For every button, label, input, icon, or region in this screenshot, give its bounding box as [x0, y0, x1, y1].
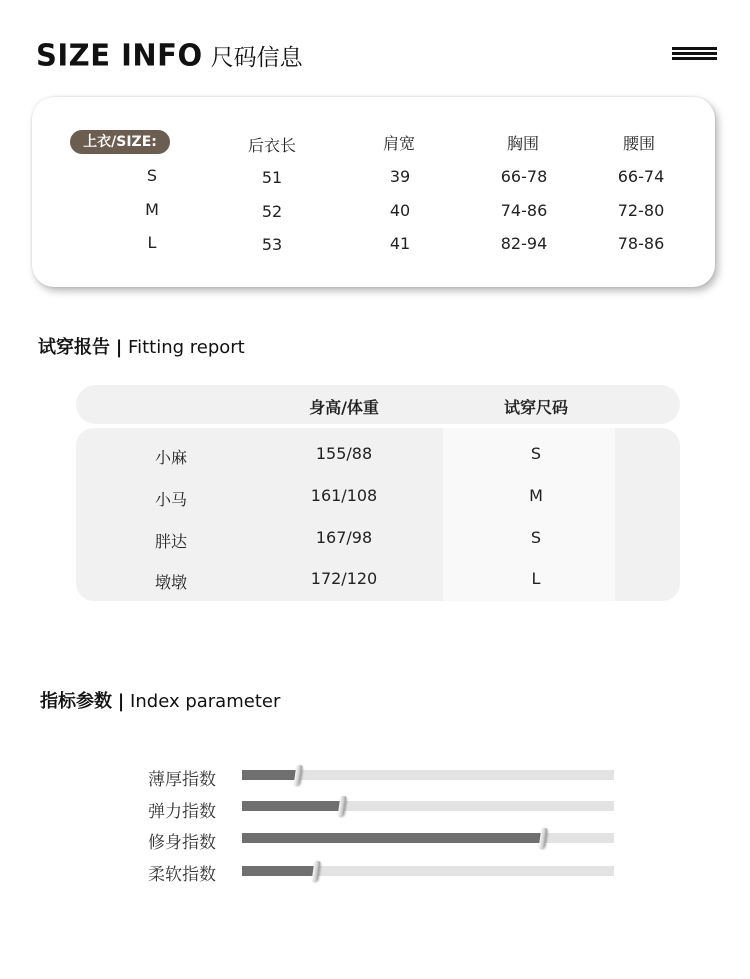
page-header	[36, 38, 303, 72]
tester-size: M	[529, 486, 543, 505]
index-fill	[242, 801, 342, 811]
index-fill	[242, 866, 316, 876]
title-separator: |	[115, 337, 123, 358]
tester-height-weight: 167/98	[315, 528, 373, 547]
index-fill	[242, 833, 543, 843]
index-label: 修身指数	[148, 833, 216, 853]
index-label: 弹力指数	[148, 802, 216, 822]
slider-knob	[293, 765, 302, 785]
column-header: 腰围	[622, 134, 655, 153]
index-fill	[242, 770, 298, 780]
tester-name: 小马	[154, 490, 187, 509]
size-value: 53	[261, 235, 283, 254]
tester-height-weight: 155/88	[315, 444, 373, 463]
title-en: SIZE INFO	[36, 37, 203, 73]
size-value: 52	[261, 202, 283, 221]
tester-height-weight: 161/108	[310, 486, 378, 505]
size-value: 72-80	[617, 201, 665, 220]
title-zh: 尺码信息	[210, 45, 303, 71]
size-value: 82-94	[500, 234, 548, 253]
size-value: 66-74	[617, 167, 665, 186]
fitting-title-en: Fitting report	[128, 337, 245, 358]
column-header: 胸围	[506, 134, 539, 153]
size-label: M	[145, 200, 159, 219]
tester-name: 墩墩	[154, 573, 187, 592]
size-value: 51	[261, 168, 283, 187]
column-header: 后衣长	[247, 136, 296, 155]
tester-size: S	[530, 528, 542, 547]
hamburger-menu-icon[interactable]	[672, 47, 717, 60]
fitting-report-title	[38, 333, 245, 359]
index-track	[242, 801, 614, 811]
index-track	[242, 866, 614, 876]
slider-knob	[312, 861, 321, 881]
tester-height-weight: 172/120	[310, 569, 378, 588]
index-label: 柔软指数	[148, 865, 216, 885]
size-value: 41	[389, 234, 411, 253]
index-track	[242, 833, 614, 843]
size-value: 39	[389, 167, 411, 186]
size-value: 40	[389, 201, 411, 220]
slider-knob	[338, 796, 347, 816]
size-value: 74-86	[500, 201, 548, 220]
index-title-en: Index parameter	[130, 691, 281, 712]
size-badge: 上衣/SIZE:	[70, 130, 170, 154]
tester-name: 胖达	[154, 532, 187, 551]
size-table-card	[32, 97, 715, 287]
size-label: L	[147, 233, 157, 252]
title-separator: |	[117, 691, 125, 712]
index-track	[242, 770, 614, 780]
column-header: 肩宽	[382, 134, 415, 153]
index-parameter-title	[40, 687, 280, 713]
size-value: 66-78	[500, 167, 548, 186]
fitting-table-body	[76, 428, 680, 601]
index-title-zh: 指标参数	[40, 691, 112, 712]
header-trial-size: 试穿尺码	[503, 398, 568, 417]
slider-knob	[539, 828, 548, 848]
index-label: 薄厚指数	[148, 770, 216, 790]
size-value: 78-86	[617, 234, 665, 253]
size-label: S	[146, 166, 158, 185]
tester-size: S	[530, 444, 542, 463]
header-height-weight: 身高/体重	[309, 398, 379, 417]
fitting-title-zh: 试穿报告	[38, 337, 110, 358]
tester-size: L	[531, 569, 541, 588]
fitting-table-header	[76, 385, 680, 424]
tester-name: 小麻	[154, 448, 187, 467]
